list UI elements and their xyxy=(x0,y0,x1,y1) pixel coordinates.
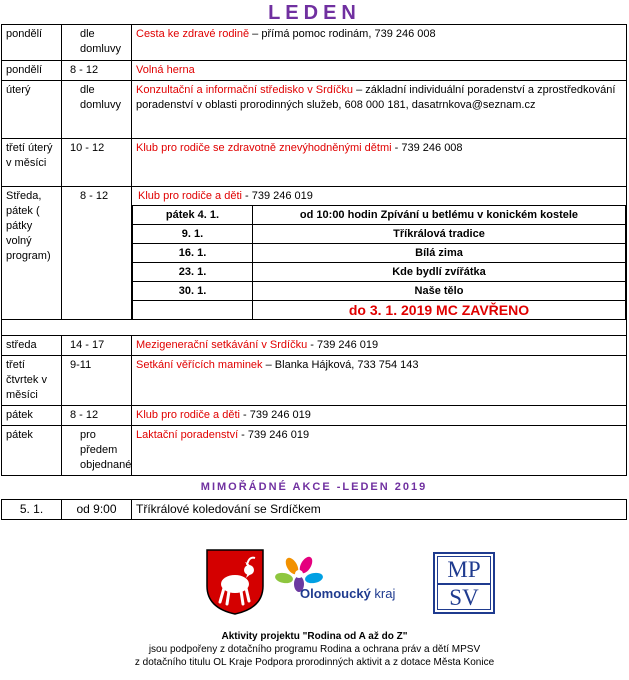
program-event: od 10:00 hodin Zpívání u betlému v konickém kostele xyxy=(253,206,626,225)
activity-desc: - 739 246 008 xyxy=(391,142,463,154)
activity-cell xyxy=(132,61,627,81)
program-row xyxy=(133,282,626,301)
activity-cell xyxy=(132,356,627,406)
activity-cell xyxy=(132,426,627,476)
olomoucky-kraj-text: Olomoucký kraj xyxy=(300,586,396,601)
footer xyxy=(0,630,629,669)
konice-coat-of-arms-icon xyxy=(205,548,265,616)
day-cell: třetí úterý v měsíci xyxy=(2,139,62,187)
day-cell: pátek xyxy=(2,426,62,476)
activity-name: Volná herna xyxy=(136,64,195,76)
mpsv-line1: MP xyxy=(447,557,481,582)
activity-cell xyxy=(132,25,627,61)
footer-line2: jsou podpořeny z dotačního programu Rodina a ochrana práv a dětí MPSV xyxy=(148,644,481,655)
program-event: Tříkrálová tradice xyxy=(253,225,626,244)
program-row xyxy=(133,206,626,225)
activity-desc: – Blanka Hájková, 733 754 143 xyxy=(262,359,419,371)
activity-cell xyxy=(132,406,627,426)
table-row xyxy=(2,187,627,320)
time-cell: 14 - 17 xyxy=(62,336,132,356)
activity-desc: – přímá pomoc rodinám, 739 246 008 xyxy=(249,28,436,40)
time-cell: 8 - 12 xyxy=(62,61,132,81)
extra-date: 5. 1. xyxy=(2,500,62,520)
time-cell: 8 - 12 xyxy=(62,187,132,320)
closed-notice: do 3. 1. 2019 MC ZAVŘENO xyxy=(253,301,626,320)
activity-cell xyxy=(132,81,627,139)
footer-line1: Aktivity projektu "Rodina od A až do Z" xyxy=(221,631,408,642)
program-date: 9. 1. xyxy=(133,225,253,244)
activity-name: Klub pro rodiče a děti xyxy=(138,190,242,202)
program-date: 30. 1. xyxy=(133,282,253,301)
schedule-table xyxy=(1,24,627,520)
time-cell: pro předem objednané xyxy=(62,426,132,476)
time-cell: 10 - 12 xyxy=(62,139,132,187)
activity-name: Setkání věřících maminek xyxy=(136,359,263,371)
activity-desc: - 739 246 019 xyxy=(238,429,310,441)
activity-name: Mezigenerační setkávání v Srdíčku xyxy=(136,339,308,351)
time-cell: 8 - 12 xyxy=(62,406,132,426)
day-cell: úterý xyxy=(2,81,62,139)
extra-heading-row xyxy=(2,476,627,500)
table-row xyxy=(2,336,627,356)
program-row xyxy=(133,225,626,244)
day-cell: středa xyxy=(2,336,62,356)
time-cell: 9-11 xyxy=(62,356,132,406)
program-event: Bílá zima xyxy=(253,244,626,263)
day-cell: Středa, pátek ( pátky volný program) xyxy=(2,187,62,320)
activity-name: Klub pro rodiče a děti xyxy=(136,409,240,421)
program-date: 23. 1. xyxy=(133,263,253,282)
program-date: pátek 4. 1. xyxy=(133,206,253,225)
extra-row xyxy=(2,500,627,520)
day-cell: pondělí xyxy=(2,25,62,61)
day-cell: pátek xyxy=(2,406,62,426)
activity-desc: – základní individuální poradenství a zprostředkování poradenství v oblasti prorodinných služeb, 608 000 181, dasatrnkova@seznam.cz xyxy=(136,84,616,111)
time-cell: dle domluvy xyxy=(62,81,132,139)
logos-area xyxy=(0,548,629,618)
spacer-row xyxy=(2,320,627,336)
table-row xyxy=(2,356,627,406)
extra-heading: MIMOŘÁDNÉ AKCE -LEDEN 2019 xyxy=(2,476,627,500)
mpsv-line2: SV xyxy=(438,583,490,611)
program-table xyxy=(132,205,626,319)
activity-name: Cesta ke zdravé rodině xyxy=(136,28,250,40)
activity-desc: - 739 246 019 xyxy=(307,339,379,351)
program-row xyxy=(133,301,626,320)
activity-name: Laktační poradenství xyxy=(136,429,239,441)
program-cell xyxy=(132,187,627,320)
day-cell: pondělí xyxy=(2,61,62,81)
day-cell: třetí čtvrtek v měsíci xyxy=(2,356,62,406)
activity-name: Klub pro rodiče se zdravotně znevýhodněnými dětmi xyxy=(136,142,392,154)
activity-cell xyxy=(132,336,627,356)
activity-cell xyxy=(132,139,627,187)
page-title: LEDEN xyxy=(268,2,361,24)
extra-event: Tříkrálové koledování se Srdíčkem xyxy=(132,500,627,520)
program-row xyxy=(133,244,626,263)
table-row xyxy=(2,426,627,476)
program-date: 16. 1. xyxy=(133,244,253,263)
activity-desc: - 739 246 019 xyxy=(239,409,311,421)
program-event: Naše tělo xyxy=(253,282,626,301)
table-row xyxy=(2,139,627,187)
mpsv-logo xyxy=(433,552,495,614)
footer-line3: z dotačního titulu OL Kraje Podpora prorodinných aktivit a z dotace Města Konice xyxy=(134,657,495,668)
extra-time: od 9:00 xyxy=(62,500,132,520)
table-row xyxy=(2,61,627,81)
table-row xyxy=(2,406,627,426)
program-row xyxy=(133,263,626,282)
time-cell: dle domluvy xyxy=(62,25,132,61)
activity-desc: - 739 246 019 xyxy=(241,190,313,202)
program-event: Kde bydlí zvířátka xyxy=(253,263,626,282)
table-row xyxy=(2,25,627,61)
activity-name: Konzultační a informační středisko v Srdíčku xyxy=(136,84,354,96)
table-row xyxy=(2,81,627,139)
